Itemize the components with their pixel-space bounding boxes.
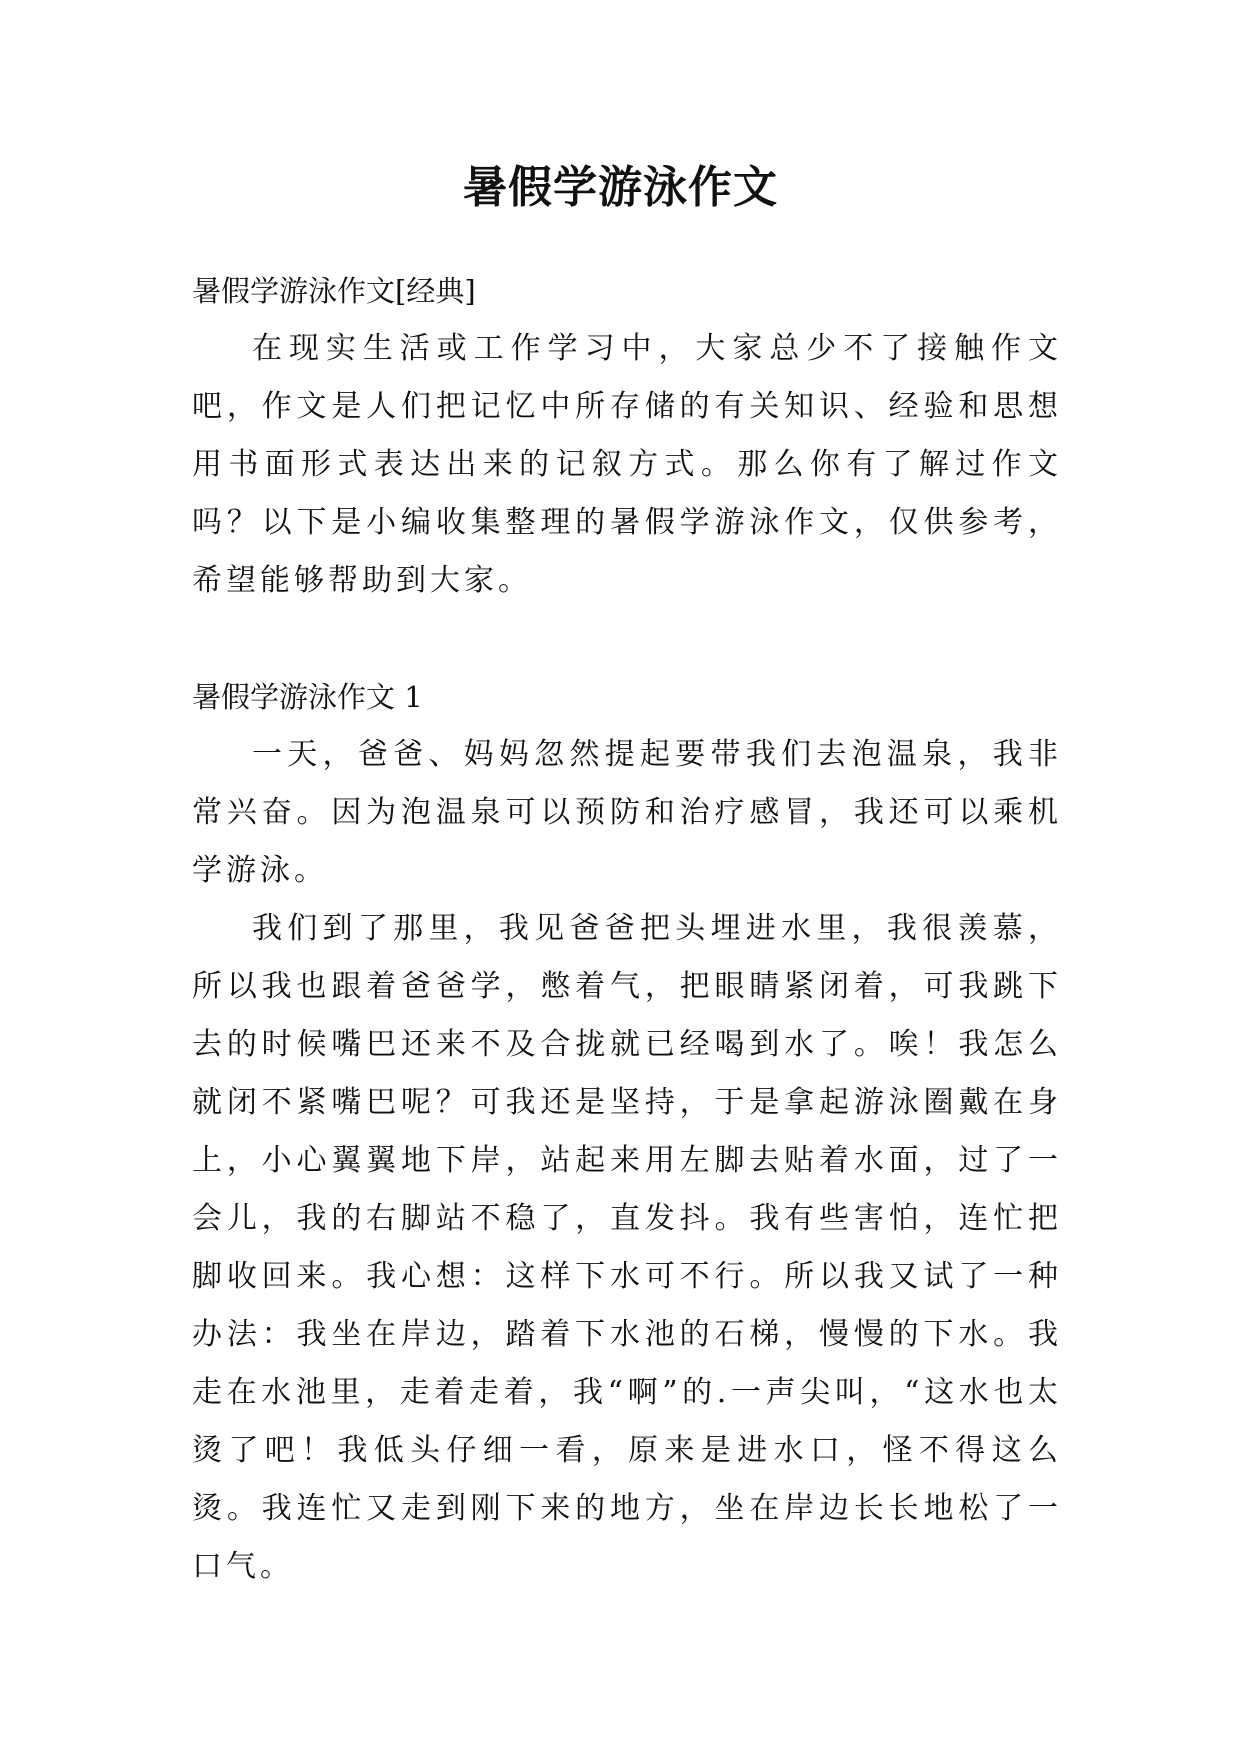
intro-paragraph: 在现实生活或工作学习中，大家总少不了接触作文吧，作文是人们把记忆中所存储的有关知识、经验和思想用书面形式表达出来的记叙方式。那么你有了解过作文吗？以下是小编收集整理的暑假学游泳作文，仅供参考，希望能够帮助到大家。 — [192, 331, 1062, 598]
section1-heading: 暑假学游泳作文 1 — [192, 680, 423, 714]
document-body — [192, 262, 1062, 1596]
intro-heading: 暑假学游泳作文[经典] — [192, 274, 476, 308]
document-title: 暑假学游泳作文 — [463, 162, 778, 213]
section1-paragraph-2: 我们到了那里，我见爸爸把头埋进水里，我很羡慕，所以我也跟着爸爸学，憋着气，把眼睛紧闭着，可我跳下去的时候嘴巴还来不及合拢就已经喝到水了。唉！我怎么就闭不紧嘴巴呢？可我还是坚持，于是拿起游泳圈戴在身上，小心翼翼地下岸，站起来用左脚去贴着水面，过了一会儿，我的右脚站不稳了，直发抖。我有些害怕，连忙把脚收回来。我心想：这样下水可不行。所以我又试了一种办法：我坐在岸边，踏着下水池的石梯，慢慢的下水。我走在水池里，走着走着，我“啊”的.一声尖叫，“这水也太烫了吧！我低头仔细一看，原来是进水口，怪不得这么烫。我连忙又走到刚下来的地方，坐在岸边长长地松了一口气。 — [192, 911, 1062, 1584]
section-spacer — [192, 610, 1062, 668]
section1-paragraph-1: 一天，爸爸、妈妈忽然提起要带我们去泡温泉，我非常兴奋。因为泡温泉可以预防和治疗感冒，我还可以乘机学游泳。 — [192, 737, 1062, 888]
